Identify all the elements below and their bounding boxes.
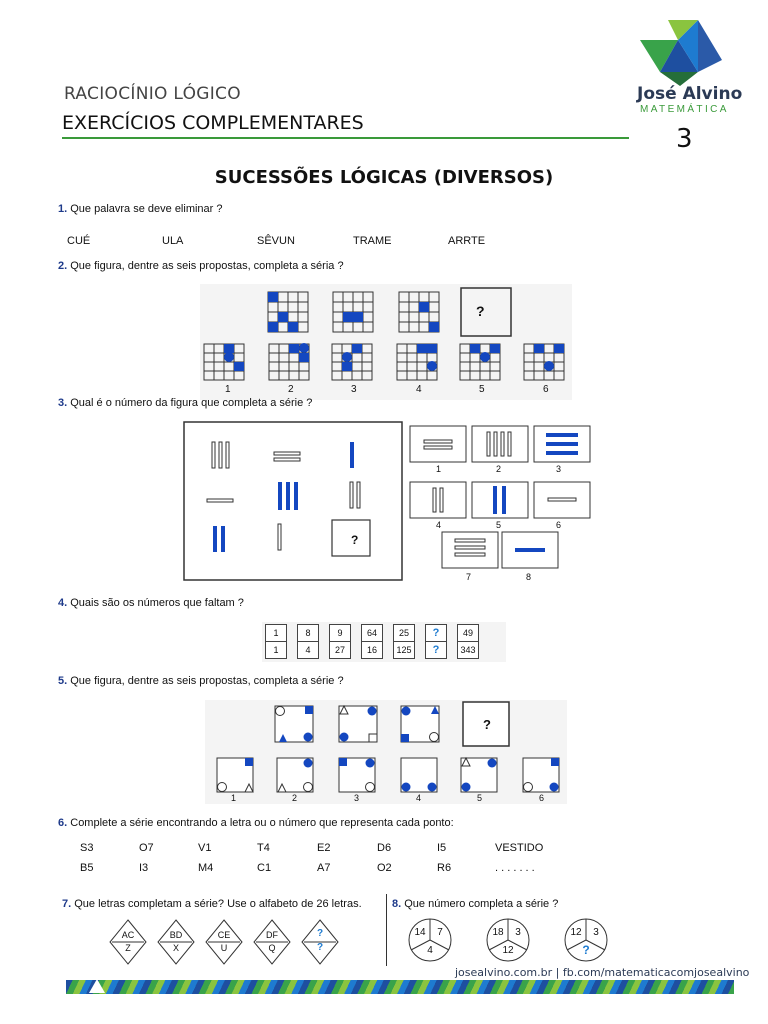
subject-header: RACIOCÍNIO LÓGICO — [64, 84, 241, 104]
sequence-top: 64 — [362, 625, 382, 642]
option-label: 4 — [436, 520, 442, 530]
option-label: 8 — [526, 572, 532, 582]
question-2 — [58, 260, 344, 272]
diamond-bottom: X — [172, 943, 179, 953]
footer-links: josealvino.com.br | fb.com/matematicacomjosealvino — [455, 966, 750, 979]
option-label: 5 — [477, 793, 483, 803]
series-cell: . . . . . . . — [495, 862, 535, 874]
series-cell: B5 — [80, 862, 94, 874]
question-number: 3. — [58, 397, 68, 409]
question-mark: ? — [483, 717, 491, 732]
option-label: 6 — [539, 793, 545, 803]
question-text: Complete a série encontrando a letra ou o número que representa cada ponto: — [70, 817, 454, 829]
series-cell: O2 — [377, 862, 392, 874]
question-number: 5. — [58, 675, 68, 687]
segment-value: ? — [582, 943, 590, 957]
option-label: 3 — [354, 793, 360, 803]
segment-value: 3 — [593, 927, 599, 938]
option-label: 1 — [436, 464, 442, 474]
sequence-bottom: 16 — [366, 645, 377, 655]
sequence-top: 25 — [394, 625, 414, 642]
question-mark: ? — [476, 303, 485, 319]
question-7 — [62, 898, 362, 910]
question-mark: ? — [351, 533, 359, 547]
series-cell: V1 — [198, 842, 212, 854]
q2-figure — [200, 284, 572, 400]
question-3 — [58, 397, 312, 409]
question-number: 1. — [58, 203, 68, 215]
sequence-top: 8 — [298, 625, 318, 642]
question-text: Qual é o número da figura que completa a série ? — [70, 397, 313, 409]
diamond-bottom: ? — [316, 942, 324, 953]
option-label: 7 — [466, 572, 472, 582]
segment-value: 7 — [437, 927, 443, 938]
series-cell: C1 — [257, 862, 272, 874]
footer-logo-icon — [88, 978, 106, 994]
q3-figure — [182, 420, 592, 582]
diamond-top: CE — [217, 930, 231, 940]
series-cell: D6 — [377, 842, 392, 854]
series-cell: M4 — [198, 862, 214, 874]
brand-name: José Alvino — [637, 84, 743, 104]
option-label: 1 — [225, 384, 231, 395]
diamond-bottom: Q — [268, 943, 276, 953]
option-label: 2 — [496, 464, 502, 474]
series-cell: S3 — [80, 842, 94, 854]
series-cell: A7 — [317, 862, 331, 874]
series-cell: I5 — [437, 842, 447, 854]
diamond-top: AC — [121, 930, 135, 940]
question-number: 6. — [58, 817, 68, 829]
option-label: 6 — [556, 520, 562, 530]
word-option: ARRTE — [448, 235, 486, 247]
sequence-bottom: 4 — [305, 645, 311, 655]
page-number: 3 — [676, 124, 693, 154]
option-label: 3 — [556, 464, 562, 474]
question-8 — [392, 898, 558, 910]
sequence-bottom: ? — [432, 644, 440, 656]
option-label: 5 — [479, 384, 485, 395]
question-6 — [58, 817, 454, 829]
q5-figure — [205, 700, 567, 804]
segment-value: 4 — [427, 945, 433, 956]
question-text: Que letras completam a série? Use o alfabeto de 26 letras. — [74, 898, 362, 910]
question-text: Que figura, dentre as seis propostas, completa a série ? — [70, 675, 344, 687]
question-number: 7. — [62, 898, 72, 910]
diamond-top: ? — [316, 928, 324, 939]
sequence-top: ? — [426, 625, 446, 642]
word-option: SÊVUN — [257, 235, 295, 247]
segment-value: 12 — [502, 945, 514, 956]
page-title: SUCESSÕES LÓGICAS (DIVERSOS) — [214, 167, 554, 188]
option-label: 6 — [543, 384, 549, 395]
question-number: 4. — [58, 597, 68, 609]
question-text: Que palavra se deve eliminar ? — [70, 203, 223, 215]
sequence-top: 49 — [458, 625, 478, 642]
sequence-bottom: 125 — [396, 645, 412, 655]
word-option: CUÉ — [67, 235, 91, 247]
diamond-bottom: U — [220, 943, 228, 953]
question-4 — [58, 597, 244, 609]
question-number: 2. — [58, 260, 68, 272]
q4-sequence — [262, 622, 506, 662]
segment-value: 14 — [414, 927, 426, 938]
sequence-bottom: 343 — [460, 645, 476, 655]
header-divider — [62, 137, 629, 139]
word-option: ULA — [162, 235, 184, 247]
series-cell: R6 — [437, 862, 452, 874]
segment-value: 12 — [570, 927, 582, 938]
option-label: 2 — [288, 384, 294, 395]
question-number: 8. — [392, 898, 402, 910]
diamond-top: BD — [169, 930, 183, 940]
column-divider — [386, 894, 387, 966]
sequence-top: 9 — [330, 625, 350, 642]
sequence-top: 1 — [266, 625, 286, 642]
question-5 — [58, 675, 344, 687]
series-cell: T4 — [257, 842, 270, 854]
diamond-bottom: Z — [125, 943, 131, 953]
option-label: 4 — [416, 793, 422, 803]
question-text: Que número completa a série ? — [404, 898, 559, 910]
sequence-bottom: 1 — [273, 645, 279, 655]
word-option: TRAME — [353, 235, 392, 247]
section-header: EXERCÍCIOS COMPLEMENTARES — [62, 112, 364, 134]
question-text: Que figura, dentre as seis propostas, completa a séria ? — [70, 260, 344, 272]
option-label: 1 — [231, 793, 237, 803]
segment-value: 3 — [515, 927, 521, 938]
option-label: 4 — [416, 384, 422, 395]
option-label: 5 — [496, 520, 502, 530]
diamond-top: DF — [266, 930, 278, 940]
option-label: 2 — [292, 793, 298, 803]
segment-value: 18 — [492, 927, 504, 938]
series-cell: VESTIDO — [495, 842, 544, 854]
series-cell: O7 — [139, 842, 154, 854]
series-cell: E2 — [317, 842, 331, 854]
sequence-bottom: 27 — [334, 645, 345, 655]
question-text: Quais são os números que faltam ? — [70, 597, 244, 609]
brand-logo-icon — [640, 20, 722, 86]
series-cell: I3 — [139, 862, 149, 874]
brand-subtitle: MATEMÁTICA — [640, 104, 729, 115]
option-label: 3 — [351, 384, 357, 395]
question-1 — [58, 203, 223, 215]
footer-stripe — [66, 980, 734, 994]
